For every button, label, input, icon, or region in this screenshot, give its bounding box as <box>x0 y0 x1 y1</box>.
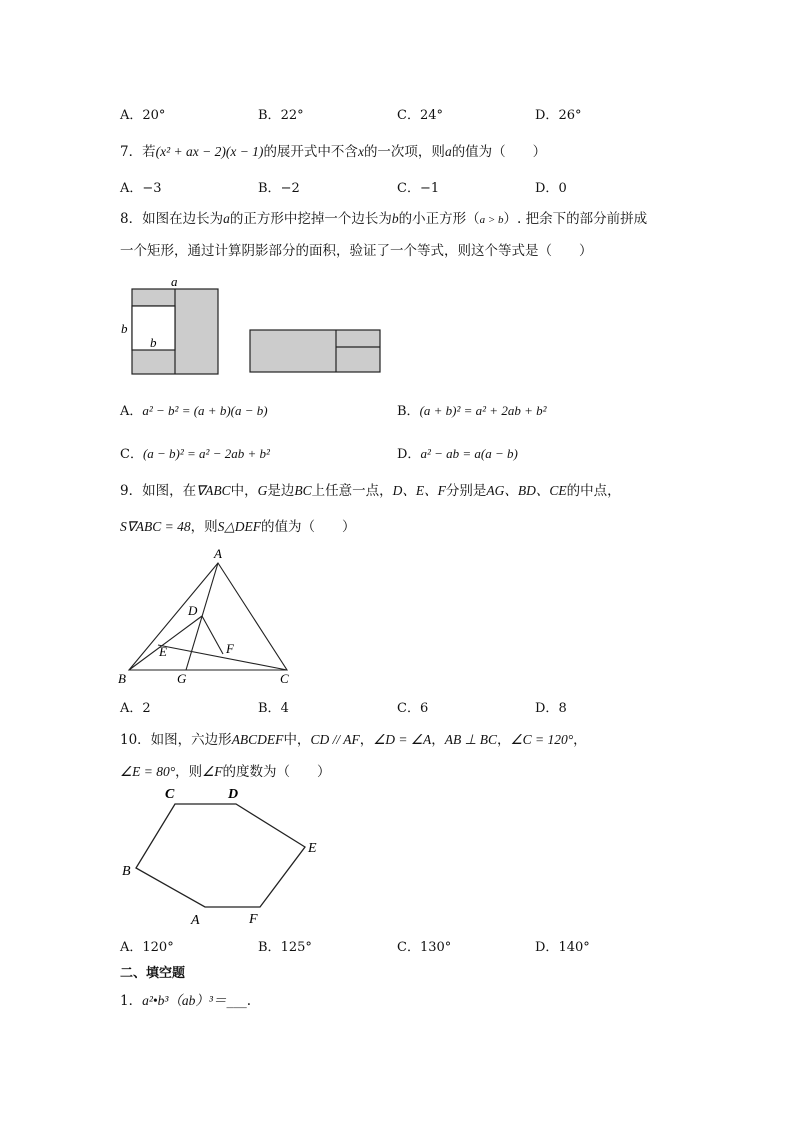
q7-option-c: C．−1 <box>397 181 440 196</box>
q6-option-d: D．26° <box>535 108 582 123</box>
q9-label-e: E <box>159 644 167 659</box>
q6-option-c: C．24° <box>397 108 443 123</box>
q7-option-d: D．0 <box>535 181 567 196</box>
q8-stem-line1: 8．如图在边长为a的正方形中挖掉一个边长为b的小正方形（a > b）. 把余下的部分前拼成 <box>120 211 648 227</box>
q10-hexagon <box>136 804 305 907</box>
q10-option-d: D．140° <box>535 940 590 955</box>
q6-option-b: B．22° <box>258 108 304 123</box>
q10-label-b: B <box>122 864 131 879</box>
q9-label-b: B <box>118 671 126 686</box>
q8-option-d: D．a² − ab = a(a − b) <box>397 446 518 462</box>
q8-figure <box>115 275 390 380</box>
q8-stem-line2: 一个矩形，通过计算阴影部分的面积，验证了一个等式，则这个等式是（ ） <box>120 243 593 259</box>
q10-label-e: E <box>308 841 317 856</box>
q7-option-a: A．−3 <box>120 181 162 196</box>
q10-stem-line2: ∠E = 80°，则∠F的度数为（ ） <box>120 764 331 780</box>
q9-line-df <box>202 616 223 654</box>
q8-option-b: B．(a + b)² = a² + 2ab + b² <box>397 403 547 419</box>
q9-line-bd <box>129 616 202 670</box>
q8-option-c: C．(a − b)² = a² − 2ab + b² <box>120 446 270 462</box>
q9-option-c: C．6 <box>397 701 429 716</box>
q10-option-b: B．125° <box>258 940 312 955</box>
q9-label-f: F <box>226 641 234 656</box>
q10-label-a: A <box>191 913 200 928</box>
q9-stem-line1: 9．如图，在∇ABC中，G是边BC上任意一点，D、E、F分别是AG、BD、CE的中点， <box>120 483 621 499</box>
q10-label-c: C <box>165 787 175 802</box>
q9-option-a: A．2 <box>120 701 151 716</box>
fill1-stem: 1．a²•b³（ab）³＝___. <box>120 993 252 1009</box>
q9-label-a: A <box>214 546 222 561</box>
q7-option-b: B．−2 <box>258 181 300 196</box>
q10-option-c: C．130° <box>397 940 452 955</box>
q9-option-b: B．4 <box>258 701 289 716</box>
q8-label-b-inner: b <box>150 335 157 350</box>
q9-label-g: G <box>177 671 187 686</box>
q9-figure <box>115 543 300 688</box>
q10-stem-line1: 10．如图，六边形ABCDEF中，CD // AF，∠D = ∠A，AB ⊥ BC，∠C = 120°， <box>120 732 587 748</box>
q10-label-f: F <box>249 912 258 927</box>
section-title-fill-in: 二、填空题 <box>120 966 186 981</box>
q6-option-a: A．20° <box>120 108 166 123</box>
q8-option-a: A．a² − b² = (a + b)(a − b) <box>120 403 268 419</box>
q9-option-d: D．8 <box>535 701 567 716</box>
q9-triangle <box>129 563 287 670</box>
q9-label-c: C <box>280 671 289 686</box>
q7-stem: 7．若(x² + ax − 2)(x − 1)的展开式中不含x的一次项，则a的值为（ ） <box>120 144 547 160</box>
q8-label-a: a <box>171 275 178 289</box>
q8-label-b-side: b <box>121 321 128 336</box>
q10-label-d: D <box>228 787 239 802</box>
q10-option-a: A．120° <box>120 940 174 955</box>
q8-rectangle <box>250 330 380 372</box>
q10-figure <box>115 780 330 930</box>
q9-stem-line2: S∇ABC = 48，则S△DEF的值为（ ） <box>120 519 356 535</box>
q9-label-d: D <box>188 603 198 618</box>
fill1-blank: ___ <box>226 993 247 1009</box>
q9-line-ce <box>158 645 287 670</box>
